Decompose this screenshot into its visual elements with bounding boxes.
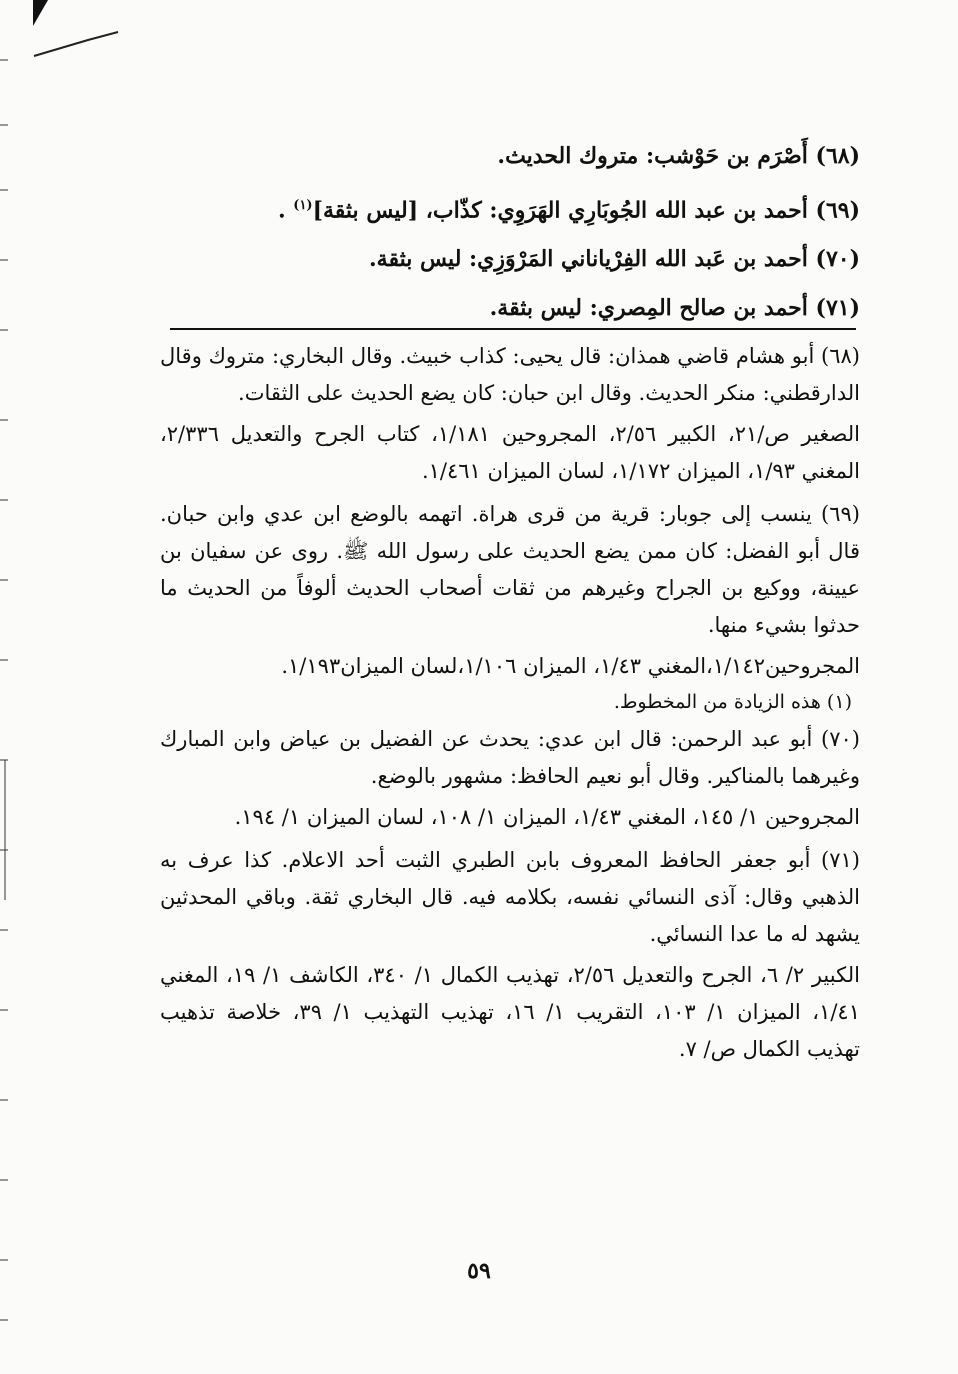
entry-71: (٧١) أحمد بن صالح المِصري: ليس بثقة. bbox=[489, 295, 860, 322]
note-70-sources: المجروحين ١/ ١٤٥، المغني ١/٤٣، الميزان ١/ ١٠٨، لسان الميزان ١/ ١٩٤. bbox=[234, 805, 860, 829]
note-71-bio: (٧١) أبو جعفر الحافظ المعروف بابن الطبري الثبت أحد الاعلام. كذا عرف به الذهبي وقال: آذى النسائي نفسه، بكلامه فيه. قال البخاري ثقة. وباقي المحدثين يشهد له ما عدا النسائي. bbox=[160, 848, 860, 946]
entry-68: (٦٨) أَصْرَم بن حَوْشب: متروك الحديث. bbox=[497, 143, 860, 169]
scan-corner-mark bbox=[0, 0, 130, 70]
page-number: ٥٩ bbox=[467, 1258, 491, 1284]
footnote-divider bbox=[170, 328, 856, 330]
note-68-sources: الصغير ص/٢١، الكبير ٢/٥٦، المجروحين ١/١٨١، كتاب الجرح والتعديل ٢/٣٣٦، المغني ١/٩٣، الميزان ١/١٧٢، لسان الميزان ١/٤٦١. bbox=[160, 422, 860, 483]
entry-69: (٦٩) أحمد بن عبد الله الجُوبَارِي الهَرَوِي: كذّاب، [ليس بثقة]$^{(١)}$ . bbox=[277, 197, 860, 224]
note-69-bio: (٦٩) ينسب إلى جوبار: قرية من قرى هراة. اتهمه بالوضع ابن عدي وابن حبان. قال أبو الفضل: كان ممن يضع الحديث على رسول الله ﷺ. روى عن سفيان بن عيينة، ووكيع بن الجراح وغيرهم من ثقات أصحاب الحديث ألوفاً من الحديث ما حدثوا بشيء منها. bbox=[160, 502, 860, 637]
manuscript-footnote: (١) هذه الزيادة من المخطوط. bbox=[613, 691, 852, 713]
footnotes-section bbox=[160, 338, 860, 1074]
scan-edge-marks bbox=[0, 0, 12, 1374]
note-71-sources: الكبير ٢/ ٦، الجرح والتعديل ٢/٥٦، تهذيب الكمال ١/ ٣٤٠، الكاشف ١/ ١٩، المغني ١/٤١، الميزان ١/ ١٠٣، التقريب ١/ ١٦، تهذيب التهذيب ١/ ٣٩، خلاصة تذهيب تهذيب الكمال ص/ ٧. bbox=[160, 963, 860, 1061]
note-68-bio: (٦٨) أبو هشام قاضي همذان: قال يحيى: كذاب خبيث. وقال البخاري: متروك وقال الدارقطني: منكر الحديث. وقال ابن حبان: كان يضع الحديث على الثقات. bbox=[160, 344, 860, 405]
entry-70: (٧٠) أحمد بن عَبد الله الفِرْياناني المَرْوَزِي: ليس بثقة. bbox=[369, 246, 860, 273]
note-69-sources: المجروحين١/١٤٢،المغني ١/٤٣، الميزان ١/١٠٦،لسان الميزان١/١٩٣. bbox=[281, 654, 860, 678]
main-entries bbox=[160, 132, 860, 333]
note-70-bio: (٧٠) أبو عبد الرحمن: قال ابن عدي: يحدث عن الفضيل بن عياض وابن المبارك وغيرهما بالمناكير. وقال أبو نعيم الحافظ: مشهور بالوضع. bbox=[160, 727, 860, 788]
footnote-reference: (١) bbox=[293, 198, 313, 213]
